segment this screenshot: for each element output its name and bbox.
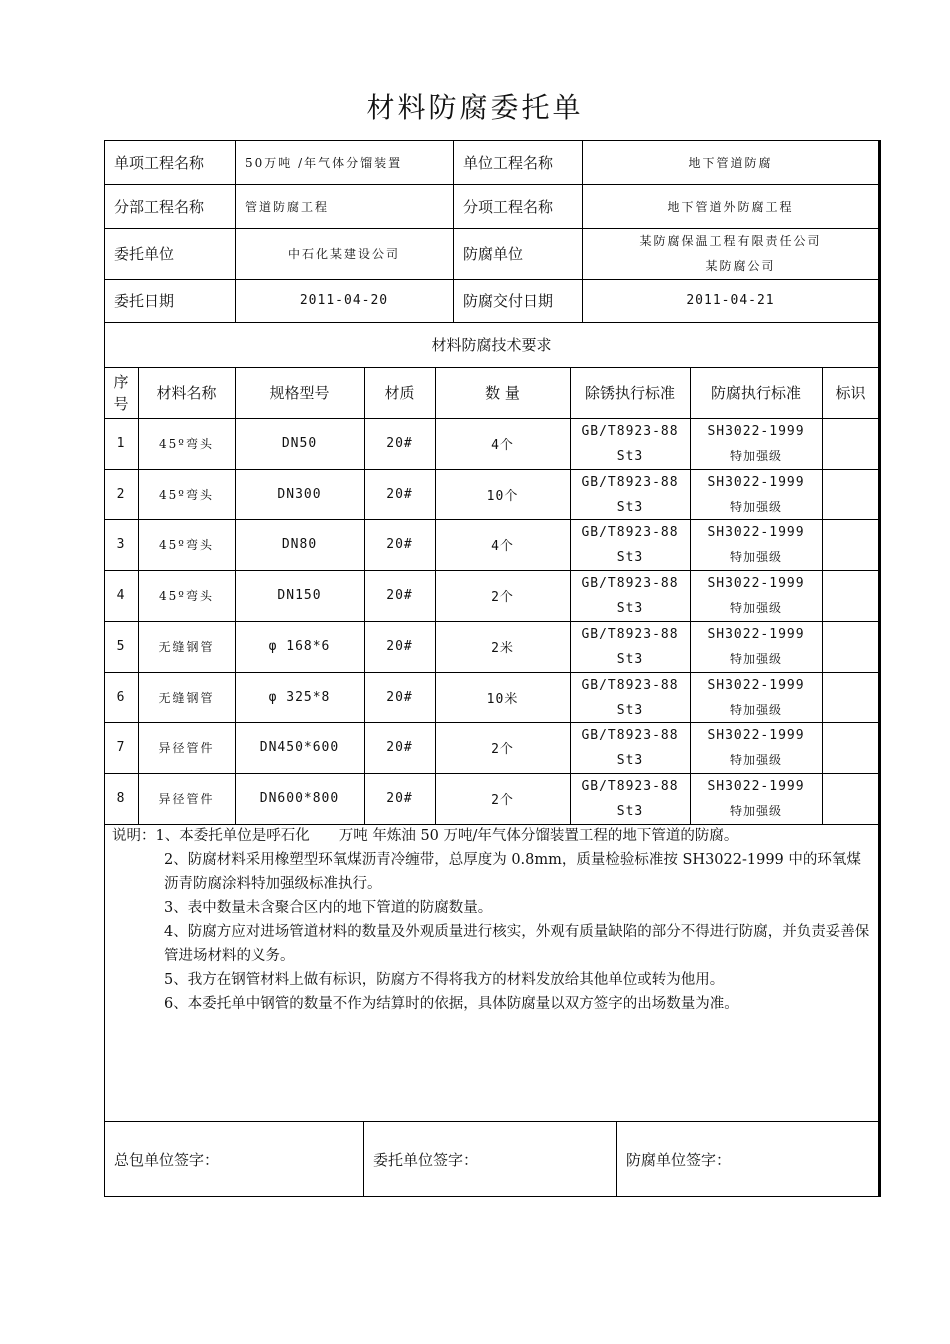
value-client: 中石化某建设公司 <box>287 247 400 261</box>
anti-std-anti2: 特加强级 <box>729 803 782 818</box>
divider <box>104 1121 879 1122</box>
anti-std-anti1: SH3022-1999 <box>707 778 805 794</box>
page-title: 材料防腐委托单 <box>366 91 584 124</box>
value-delivery-date: 2011-04-21 <box>686 293 775 308</box>
col-material-cell: 20# <box>386 639 413 654</box>
col-no-cell: 5 <box>116 639 126 654</box>
label-request-date: 委托日期 <box>114 292 175 310</box>
col-anti-std-cell <box>690 621 822 672</box>
signature-general-contractor: 总包单位签字： <box>114 1151 220 1169</box>
anti-std-anti2: 特加强级 <box>729 752 782 767</box>
col-rust-std-cell <box>570 672 690 723</box>
label-division: 分部工程名称 <box>114 197 205 216</box>
col-qty-cell: 10个 <box>486 489 519 504</box>
value-subdivision: 地下管道外防腐工程 <box>667 199 794 214</box>
section-title: 材料防腐技术要求 <box>431 336 552 354</box>
note-item: 6、本委托单中钢管的数量不作为结算时的依据，具体防腐量以双方签字的出场数量为准。 <box>164 996 739 1012</box>
col-rust-std-cell <box>570 469 690 520</box>
col-name-cell: 45º弯头 <box>159 488 214 502</box>
col-qty-cell: 10米 <box>486 692 519 707</box>
col-anti-std-cell <box>690 672 822 723</box>
label-delivery-date: 防腐交付日期 <box>463 292 554 310</box>
col-spec-cell: φ 168*6 <box>268 639 331 654</box>
label-unit-project: 单位工程名称 <box>463 153 554 172</box>
col-material-cell: 20# <box>386 436 413 451</box>
col-qty-cell: 2米 <box>491 641 514 656</box>
anti-std-anti2: 特加强级 <box>729 499 782 514</box>
anti-std-anti2: 特加强级 <box>729 448 782 463</box>
value-contractor-line2: 某防腐公司 <box>705 258 776 273</box>
col-rust-std-cell <box>570 773 690 824</box>
rust-std-rust2: St3 <box>616 448 644 464</box>
col-no-cell: 1 <box>116 436 126 451</box>
anti-std-anti1: SH3022-1999 <box>707 474 805 490</box>
col-no-cell: 3 <box>116 537 126 552</box>
col-qty-cell: 4个 <box>491 438 514 453</box>
col-name-cell: 45º弯头 <box>159 437 214 451</box>
label-project: 单项工程名称 <box>114 153 205 172</box>
rust-std-rust2: St3 <box>616 803 644 819</box>
rust-std-rust2: St3 <box>616 651 644 667</box>
anti-std-anti1: SH3022-1999 <box>707 423 805 439</box>
col-spec-cell: φ 325*8 <box>268 690 331 705</box>
col-mark-header: 标识 <box>835 384 866 402</box>
rust-std-rust2: St3 <box>616 549 644 565</box>
anti-std-anti1: SH3022-1999 <box>707 677 805 693</box>
col-anti-std-cell <box>690 570 822 621</box>
notes-lead: 说明： <box>112 828 156 844</box>
col-name-cell: 异径管件 <box>158 741 215 755</box>
col-material-cell: 20# <box>386 791 413 806</box>
col-name-cell: 无缝钢管 <box>158 640 215 654</box>
signature-client: 委托单位签字： <box>373 1151 479 1169</box>
col-no-cell: 8 <box>116 791 126 806</box>
col-name-cell: 45º弯头 <box>159 538 214 552</box>
col-anti-std-cell <box>690 773 822 824</box>
col-name-cell: 无缝钢管 <box>158 691 215 705</box>
col-name-cell: 异径管件 <box>158 792 215 806</box>
col-anti-std-cell <box>690 519 822 570</box>
rust-std-rust1: GB/T8923-88 <box>581 677 679 693</box>
anti-std-anti2: 特加强级 <box>729 702 782 717</box>
col-spec-header: 规格型号 <box>269 384 330 402</box>
col-material-header: 材质 <box>384 384 415 402</box>
anti-std-anti1: SH3022-1999 <box>707 575 805 591</box>
col-rust-std-cell <box>570 519 690 570</box>
rust-std-rust1: GB/T8923-88 <box>581 423 679 439</box>
col-spec-cell: DN300 <box>277 487 322 502</box>
col-anti-std-header: 防腐执行标准 <box>710 384 801 402</box>
rust-std-rust2: St3 <box>616 600 644 616</box>
col-qty-cell: 2个 <box>491 793 514 808</box>
label-client: 委托单位 <box>114 245 175 263</box>
col-anti-std-cell <box>690 722 822 773</box>
divider <box>363 1121 364 1197</box>
col-material-cell: 20# <box>386 487 413 502</box>
value-request-date: 2011-04-20 <box>299 293 389 308</box>
rust-std-rust1: GB/T8923-88 <box>581 474 679 490</box>
anti-std-anti1: SH3022-1999 <box>707 727 805 743</box>
col-qty-cell: 2个 <box>491 742 514 757</box>
divider <box>616 1121 617 1197</box>
anti-std-anti2: 特加强级 <box>729 651 782 666</box>
col-no-header: 序号 <box>113 372 129 413</box>
rust-std-rust1: GB/T8923-88 <box>581 626 679 642</box>
col-rust-std-cell <box>570 570 690 621</box>
col-material-cell: 20# <box>386 690 413 705</box>
value-unit-project: 地下管道防腐 <box>688 155 773 170</box>
notes <box>112 824 872 1016</box>
col-no-cell: 4 <box>116 588 126 603</box>
anti-std-anti2: 特加强级 <box>729 549 782 564</box>
rust-std-rust1: GB/T8923-88 <box>581 524 679 540</box>
col-anti-std-cell <box>690 418 822 469</box>
col-rust-std-header: 除锈执行标准 <box>584 384 675 402</box>
value-project: 50万吨 /年气体分馏装置 <box>245 155 403 170</box>
note-item: 2、防腐材料采用橡塑型环氧煤沥青冷缠带，总厚度为 0.8mm，质量检验标准按 SH3022-1999 中的环氧煤沥青防腐涂料特加强级标准执行。 <box>164 852 861 892</box>
value-division: 管道防腐工程 <box>245 199 330 214</box>
col-name-header: 材料名称 <box>156 384 217 402</box>
rust-std-rust2: St3 <box>616 499 644 515</box>
rust-std-rust1: GB/T8923-88 <box>581 575 679 591</box>
rust-std-rust1: GB/T8923-88 <box>581 727 679 743</box>
anti-std-anti1: SH3022-1999 <box>707 626 805 642</box>
col-rust-std-cell <box>570 722 690 773</box>
col-spec-cell: DN80 <box>281 537 318 552</box>
col-anti-std-cell <box>690 469 822 520</box>
note-item: 4、防腐方应对进场管道材料的数量及外观质量进行核实，外观有质量缺陷的部分不得进行防腐，并负责妥善保管进场材料的义务。 <box>164 924 870 964</box>
col-no-cell: 6 <box>116 690 126 705</box>
col-material-cell: 20# <box>386 740 413 755</box>
note-item: 说明：1、本委托单位是呼石化 万吨 年炼油 50 万吨/年气体分馏装置工程的地下管道的防腐。 <box>112 828 739 844</box>
rust-std-rust2: St3 <box>616 752 644 768</box>
col-material-cell: 20# <box>386 537 413 552</box>
col-no-cell: 7 <box>116 740 126 755</box>
note-item: 5、我方在钢管材料上做有标识，防腐方不得将我方的材料发放给其他单位或转为他用。 <box>164 972 725 988</box>
col-qty-header: 数 量 <box>485 384 520 402</box>
col-spec-cell: DN150 <box>277 588 322 603</box>
col-rust-std-cell <box>570 621 690 672</box>
anti-std-anti1: SH3022-1999 <box>707 524 805 540</box>
label-subdivision: 分项工程名称 <box>463 197 554 216</box>
signature-anticorrosion: 防腐单位签字： <box>626 1151 732 1169</box>
col-qty-cell: 4个 <box>491 539 514 554</box>
col-name-cell: 45º弯头 <box>159 589 214 603</box>
rust-std-rust2: St3 <box>616 702 644 718</box>
col-material-cell: 20# <box>386 588 413 603</box>
col-rust-std-cell <box>570 418 690 469</box>
value-contractor-line1: 某防腐保温工程有限责任公司 <box>639 233 822 248</box>
col-spec-cell: DN600*800 <box>259 791 340 806</box>
anti-std-anti2: 特加强级 <box>729 600 782 615</box>
label-contractor: 防腐单位 <box>463 245 524 263</box>
note-item: 3、表中数量未含聚合区内的地下管道的防腐数量。 <box>164 900 493 916</box>
value-contractor <box>582 228 879 279</box>
rust-std-rust1: GB/T8923-88 <box>581 778 679 794</box>
col-spec-cell: DN50 <box>281 436 318 451</box>
col-no-cell: 2 <box>116 487 126 502</box>
col-qty-cell: 2个 <box>491 590 514 605</box>
col-spec-cell: DN450*600 <box>259 740 340 755</box>
